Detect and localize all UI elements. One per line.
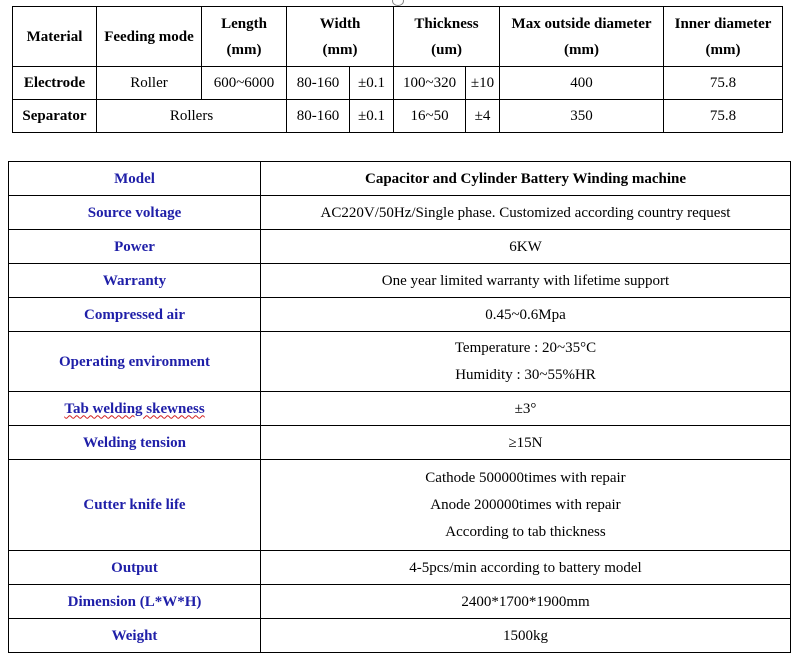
cell-inner-diameter: 75.8: [664, 100, 783, 133]
label-weight: Weight: [9, 619, 261, 653]
label-operating-environment: Operating environment: [9, 332, 261, 392]
row-model: [9, 162, 791, 196]
label-welding-tension: Welding tension: [9, 426, 261, 460]
cell-width-tolerance: ±0.1: [350, 67, 394, 100]
header-feeding-mode: Feeding mode: [97, 7, 202, 67]
header-length: Length (mm): [202, 7, 287, 67]
row-welding-tension: [9, 426, 791, 460]
cell-width: 80-160: [287, 67, 350, 100]
header-width: Width (mm): [287, 7, 394, 67]
cell-material: Separator: [13, 100, 97, 133]
label-warranty: Warranty: [9, 264, 261, 298]
row-operating-environment: [9, 332, 791, 392]
spec-row-separator: [13, 100, 783, 133]
cell-feeding-mode: Rollers: [97, 100, 287, 133]
label-compressed-air: Compressed air: [9, 298, 261, 332]
cell-thickness-tolerance: ±10: [466, 67, 500, 100]
material-spec-table: [12, 6, 783, 133]
value-model: Capacitor and Cylinder Battery Winding machine: [261, 162, 791, 196]
value-power: 6KW: [261, 230, 791, 264]
cell-length: 600~6000: [202, 67, 287, 100]
value-weight: 1500kg: [261, 619, 791, 653]
row-source-voltage: [9, 196, 791, 230]
label-dimension: Dimension (L*W*H): [9, 585, 261, 619]
cell-feeding-mode: Roller: [97, 67, 202, 100]
spec-row-electrode: [13, 67, 783, 100]
label-cutter-knife-life: Cutter knife life: [9, 460, 261, 551]
row-warranty: [9, 264, 791, 298]
cell-thickness: 16~50: [394, 100, 466, 133]
value-source-voltage: AC220V/50Hz/Single phase. Customized according country request: [261, 196, 791, 230]
row-cutter-knife-life: [9, 460, 791, 551]
value-operating-environment: [261, 332, 791, 392]
cell-thickness: 100~320: [394, 67, 466, 100]
row-power: [9, 230, 791, 264]
tab-thickness-line: According to tab thickness: [445, 523, 606, 540]
row-weight: [9, 619, 791, 653]
label-power: Power: [9, 230, 261, 264]
humidity-line: Humidity : 30~55%HR: [455, 366, 596, 383]
row-tab-welding-skewness: [9, 392, 791, 426]
cell-material: Electrode: [13, 67, 97, 100]
label-tab-welding-skewness: Tab welding skewness: [9, 392, 261, 426]
value-tab-welding-skewness: ±3°: [261, 392, 791, 426]
cell-inner-diameter: 75.8: [664, 67, 783, 100]
cell-thickness-tolerance: ±4: [466, 100, 500, 133]
label-model: Model: [9, 162, 261, 196]
cathode-line: Cathode 500000times with repair: [425, 469, 626, 486]
cell-width: 80-160: [287, 100, 350, 133]
header-material: Material: [13, 7, 97, 67]
temperature-line: Temperature : 20~35°C: [454, 339, 597, 356]
cell-width-tolerance: ±0.1: [350, 100, 394, 133]
value-compressed-air: 0.45~0.6Mpa: [261, 298, 791, 332]
value-output: 4-5pcs/min according to battery model: [261, 551, 791, 585]
header-inner-diameter: Inner diameter (mm): [664, 7, 783, 67]
cell-max-outside-diameter: 350: [500, 100, 664, 133]
value-cutter-knife-life: [261, 460, 791, 551]
row-dimension: [9, 585, 791, 619]
row-output: [9, 551, 791, 585]
row-compressed-air: [9, 298, 791, 332]
cell-max-outside-diameter: 400: [500, 67, 664, 100]
value-dimension: 2400*1700*1900mm: [261, 585, 791, 619]
value-welding-tension: ≥15N: [261, 426, 791, 460]
spec-header-row: [13, 7, 783, 67]
header-thickness: Thickness (um): [394, 7, 500, 67]
label-source-voltage: Source voltage: [9, 196, 261, 230]
header-max-outside-diameter: Max outside diameter (mm): [500, 7, 664, 67]
label-output: Output: [9, 551, 261, 585]
machine-spec-table: [8, 161, 791, 653]
value-warranty: One year limited warranty with lifetime support: [261, 264, 791, 298]
anode-line: Anode 200000times with repair: [430, 496, 621, 513]
